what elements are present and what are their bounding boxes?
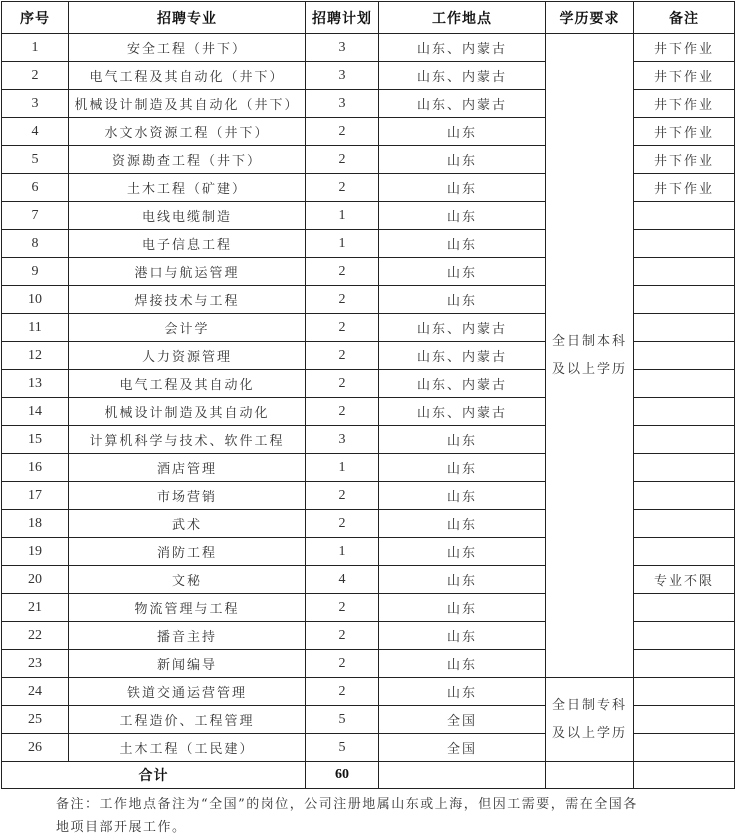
row-remark: [634, 650, 735, 678]
row-major: 土木工程（工民建）: [69, 734, 306, 762]
row-no: 9: [2, 258, 69, 286]
row-no: 7: [2, 202, 69, 230]
header-no: 序号: [2, 2, 69, 34]
total-value: 60: [306, 762, 379, 789]
row-remark: [634, 342, 735, 370]
total-education: [546, 762, 634, 789]
row-location: 山东、内蒙古: [379, 62, 546, 90]
row-remark: [634, 230, 735, 258]
row-major: 新闻编导: [69, 650, 306, 678]
row-major: 焊接技术与工程: [69, 286, 306, 314]
row-remark: [634, 510, 735, 538]
row-remark: [634, 426, 735, 454]
row-major: 水文水资源工程（井下）: [69, 118, 306, 146]
footnote: [56, 793, 716, 839]
row-no: 11: [2, 314, 69, 342]
row-remark: [634, 538, 735, 566]
row-major: 港口与航运管理: [69, 258, 306, 286]
row-remark: [634, 678, 735, 706]
row-plan: 1: [306, 538, 379, 566]
row-no: 23: [2, 650, 69, 678]
row-location: 山东: [379, 454, 546, 482]
row-location: 山东: [379, 202, 546, 230]
row-remark: [634, 202, 735, 230]
row-no: 8: [2, 230, 69, 258]
row-no: 22: [2, 622, 69, 650]
row-major: 电气工程及其自动化: [69, 370, 306, 398]
row-location: 山东: [379, 594, 546, 622]
row-no: 17: [2, 482, 69, 510]
row-remark: [634, 314, 735, 342]
row-no: 25: [2, 706, 69, 734]
row-location: 山东: [379, 146, 546, 174]
total-label: 合计: [2, 762, 306, 789]
row-major: 安全工程（井下）: [69, 34, 306, 62]
total-row: [2, 762, 735, 789]
row-remark: 井下作业: [634, 34, 735, 62]
row-no: 24: [2, 678, 69, 706]
row-remark: [634, 594, 735, 622]
row-major: 资源勘查工程（井下）: [69, 146, 306, 174]
row-plan: 3: [306, 426, 379, 454]
row-plan: 3: [306, 34, 379, 62]
row-location: 山东: [379, 286, 546, 314]
row-remark: 井下作业: [634, 90, 735, 118]
row-no: 26: [2, 734, 69, 762]
row-location: 山东、内蒙古: [379, 398, 546, 426]
row-location: 山东、内蒙古: [379, 314, 546, 342]
row-location: 山东: [379, 482, 546, 510]
row-plan: 2: [306, 370, 379, 398]
row-location: 山东: [379, 118, 546, 146]
row-no: 16: [2, 454, 69, 482]
row-no: 12: [2, 342, 69, 370]
row-remark: [634, 258, 735, 286]
header-location: 工作地点: [379, 2, 546, 34]
row-remark: [634, 454, 735, 482]
row-major: 电气工程及其自动化（井下）: [69, 62, 306, 90]
row-major: 人力资源管理: [69, 342, 306, 370]
row-remark: [634, 706, 735, 734]
row-location: 山东、内蒙古: [379, 342, 546, 370]
row-major: 文秘: [69, 566, 306, 594]
header-remark: 备注: [634, 2, 735, 34]
row-remark: [634, 286, 735, 314]
row-plan: 3: [306, 62, 379, 90]
row-location: 山东: [379, 538, 546, 566]
row-remark: 井下作业: [634, 146, 735, 174]
row-no: 13: [2, 370, 69, 398]
row-location: 山东: [379, 622, 546, 650]
row-no: 20: [2, 566, 69, 594]
row-major: 机械设计制造及其自动化（井下）: [69, 90, 306, 118]
table-row: [2, 678, 735, 706]
row-location: 山东、内蒙古: [379, 370, 546, 398]
row-location: 山东、内蒙古: [379, 34, 546, 62]
row-plan: 2: [306, 146, 379, 174]
row-no: 2: [2, 62, 69, 90]
row-location: 山东: [379, 566, 546, 594]
row-plan: 2: [306, 650, 379, 678]
footnote-line: 备注：工作地点备注为“全国”的岗位，公司注册地属山东或上海，但因工需要，需在全国各: [56, 797, 638, 812]
row-plan: 2: [306, 482, 379, 510]
row-plan: 2: [306, 286, 379, 314]
total-remark: [634, 762, 735, 789]
row-location: 山东、内蒙古: [379, 90, 546, 118]
row-remark: [634, 398, 735, 426]
row-plan: 3: [306, 90, 379, 118]
row-remark: [634, 370, 735, 398]
row-location: 山东: [379, 650, 546, 678]
row-remark: 井下作业: [634, 174, 735, 202]
row-plan: 4: [306, 566, 379, 594]
row-plan: 2: [306, 622, 379, 650]
row-no: 14: [2, 398, 69, 426]
row-no: 15: [2, 426, 69, 454]
row-no: 21: [2, 594, 69, 622]
row-major: 物流管理与工程: [69, 594, 306, 622]
row-no: 10: [2, 286, 69, 314]
row-plan: 2: [306, 258, 379, 286]
recruitment-table: [1, 1, 735, 789]
row-remark: 井下作业: [634, 118, 735, 146]
row-no: 6: [2, 174, 69, 202]
row-no: 1: [2, 34, 69, 62]
row-plan: 2: [306, 678, 379, 706]
row-plan: 1: [306, 202, 379, 230]
row-plan: 1: [306, 454, 379, 482]
education-requirement: [546, 34, 634, 678]
education-line: 及以上学历: [551, 361, 627, 377]
row-plan: 2: [306, 398, 379, 426]
row-no: 18: [2, 510, 69, 538]
row-remark: [634, 734, 735, 762]
row-major: 消防工程: [69, 538, 306, 566]
row-major: 电子信息工程: [69, 230, 306, 258]
row-no: 19: [2, 538, 69, 566]
row-location: 山东: [379, 230, 546, 258]
row-plan: 2: [306, 314, 379, 342]
row-remark: 井下作业: [634, 62, 735, 90]
row-major: 市场营销: [69, 482, 306, 510]
row-no: 4: [2, 118, 69, 146]
row-remark: [634, 622, 735, 650]
row-location: 山东: [379, 678, 546, 706]
row-plan: 2: [306, 342, 379, 370]
row-plan: 1: [306, 230, 379, 258]
row-major: 播音主持: [69, 622, 306, 650]
table-row: [2, 34, 735, 62]
row-major: 电线电缆制造: [69, 202, 306, 230]
education-line: 全日制本科: [551, 333, 627, 349]
row-plan: 2: [306, 510, 379, 538]
education-requirement: [546, 678, 634, 762]
row-location: 山东: [379, 258, 546, 286]
header-education: 学历要求: [546, 2, 634, 34]
row-plan: 2: [306, 118, 379, 146]
header-plan: 招聘计划: [306, 2, 379, 34]
education-line: 全日制专科: [551, 697, 627, 713]
row-no: 3: [2, 90, 69, 118]
header-major: 招聘专业: [69, 2, 306, 34]
row-major: 土木工程（矿建）: [69, 174, 306, 202]
header-row: [2, 2, 735, 34]
row-location: 全国: [379, 734, 546, 762]
row-major: 机械设计制造及其自动化: [69, 398, 306, 426]
row-no: 5: [2, 146, 69, 174]
row-plan: 5: [306, 734, 379, 762]
row-major: 武术: [69, 510, 306, 538]
row-plan: 2: [306, 174, 379, 202]
row-major: 铁道交通运营管理: [69, 678, 306, 706]
row-major: 工程造价、工程管理: [69, 706, 306, 734]
education-line: 及以上学历: [551, 725, 627, 741]
row-remark: [634, 482, 735, 510]
row-location: 全国: [379, 706, 546, 734]
row-location: 山东: [379, 426, 546, 454]
row-location: 山东: [379, 174, 546, 202]
table-body: [2, 34, 735, 762]
footnote-line: 地项目部开展工作。: [56, 820, 187, 835]
total-location: [379, 762, 546, 789]
row-plan: 2: [306, 594, 379, 622]
row-plan: 5: [306, 706, 379, 734]
row-major: 酒店管理: [69, 454, 306, 482]
row-major: 会计学: [69, 314, 306, 342]
row-major: 计算机科学与技术、软件工程: [69, 426, 306, 454]
row-location: 山东: [379, 510, 546, 538]
row-remark: 专业不限: [634, 566, 735, 594]
